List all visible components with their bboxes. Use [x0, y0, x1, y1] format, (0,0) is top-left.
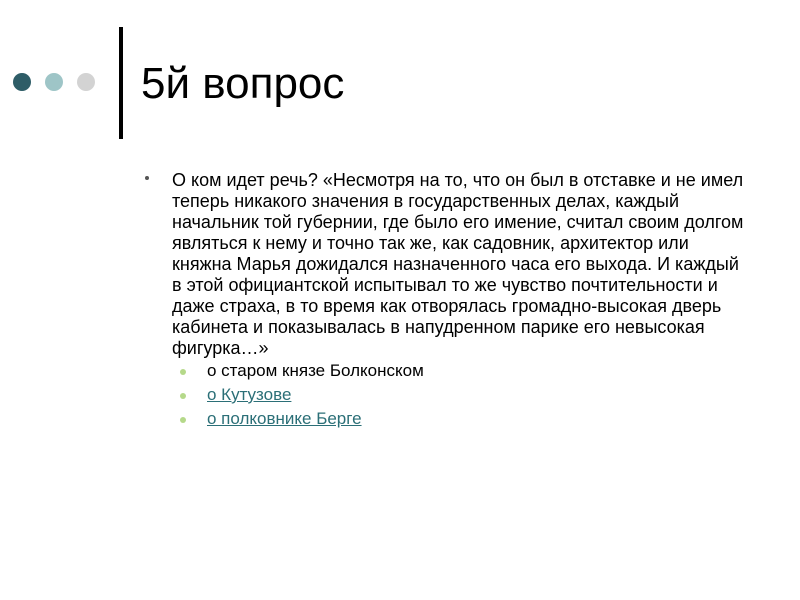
- answer-option-link[interactable]: о полковнике Берге: [207, 409, 362, 428]
- answer-option-kutuzov[interactable]: [172, 383, 745, 407]
- answer-option-bolkonsky: [172, 359, 745, 383]
- question-item: [145, 170, 745, 431]
- question-text: О ком идет речь? «Несмотря на то, что он был в отставке и не имел теперь никакого значения в государственных делах, каждый начальник той губернии, где было его имение, считал своим долгом являться к нему и точно так же, как садовник, архитектор или княжна Марья дожидался назначенного часа его выхода. И каждый в этой официантской испытывал то же чувство почтительности и даже страха, в то время как отворялась громадно-высокая дверь кабинета и показывалась в напудренном парике его невысокая фигурка…»: [172, 170, 744, 358]
- answer-option-label: о старом князе Болконском: [207, 361, 424, 380]
- question-list: [145, 170, 745, 431]
- decor-dot-medium: [45, 73, 63, 91]
- answer-option-link[interactable]: о Кутузове: [207, 385, 292, 404]
- green-bullet-icon: [180, 417, 186, 423]
- green-bullet-icon: [180, 369, 186, 375]
- green-bullet-icon: [180, 393, 186, 399]
- slide-title: 5й вопрос: [141, 59, 345, 108]
- decor-dot-dark: [13, 73, 31, 91]
- bullet-icon: [145, 176, 149, 180]
- decor-dot-light: [77, 73, 95, 91]
- answer-options: [172, 359, 745, 431]
- title-divider: [119, 27, 123, 139]
- answer-option-berg[interactable]: [172, 407, 745, 431]
